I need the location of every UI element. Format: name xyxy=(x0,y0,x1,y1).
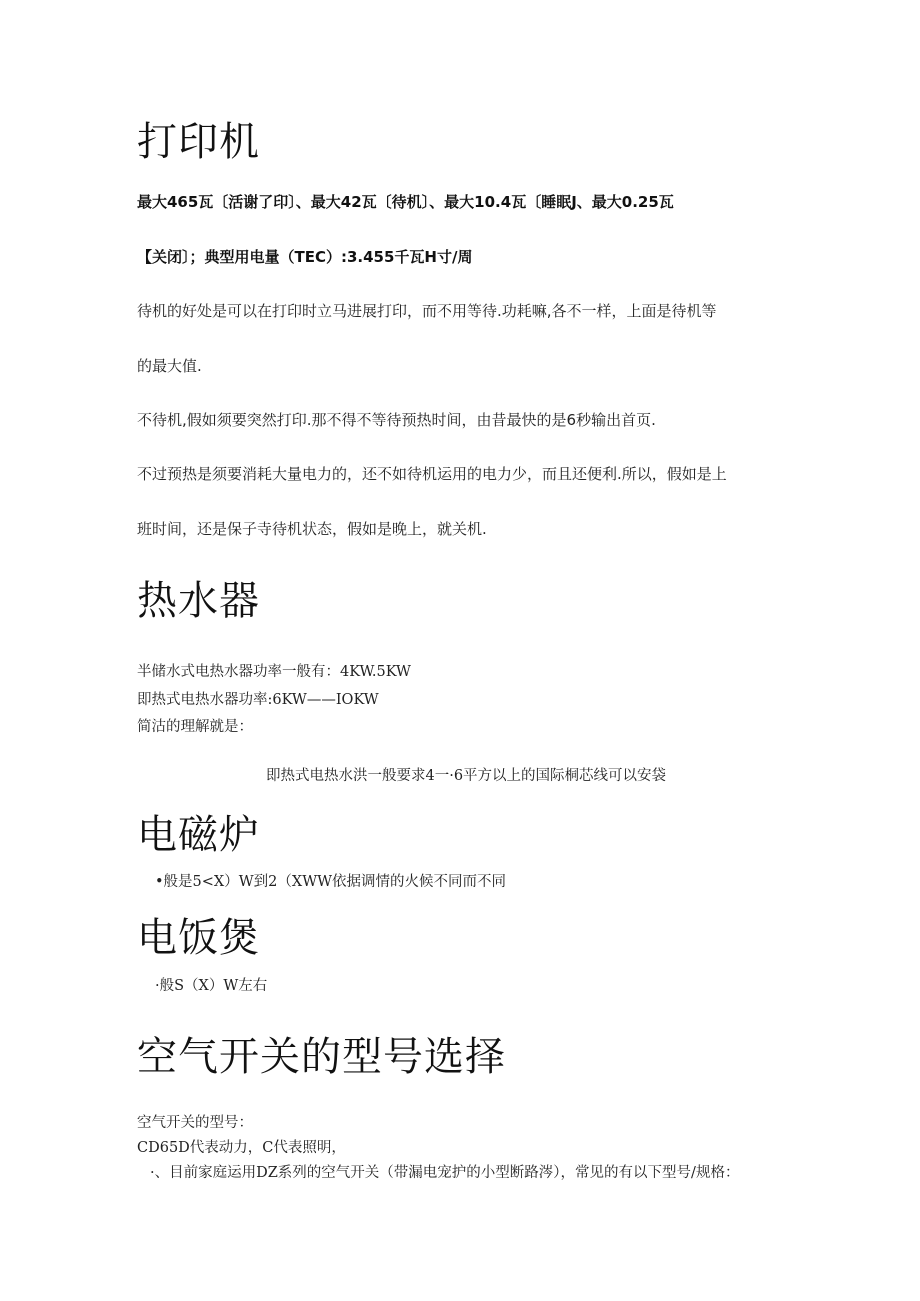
section-title-breaker: 空气开关的型号选择 xyxy=(137,1034,506,1080)
water-heater-line-3: 简沽的理解就是： xyxy=(137,719,253,735)
printer-line-6: 不过预热是须要消耗大量电力的，还不如待机运用的电力少，而且还便利.所以，假如是上 xyxy=(137,465,727,483)
printer-line-2: 【关闭〕；典型用电量（TEC）:3.455千瓦H寸/周 xyxy=(137,248,473,266)
printer-line-1: 最大465瓦〔活谢了印〕、最大42瓦〔待机〕、最大10.4瓦〔睡眠J、最大0.25瓦 xyxy=(137,193,674,211)
printer-line-5: 不待机,假如须要突然打印.那不得不等待预热时间，由昔最快的是6秒输出首页. xyxy=(137,411,656,429)
breaker-line-1: 空气开关的型号： xyxy=(137,1115,253,1131)
water-heater-line-1: 半储水式电热水器功率一般有：4KW.5KW xyxy=(137,664,411,680)
printer-line-7: 班时间，还是保子寺待机状态，假如是晚上，就关机. xyxy=(137,520,487,538)
breaker-line-2: CD65D代表动力，C代表照明， xyxy=(137,1140,346,1156)
water-heater-line-2: 即热式电热水器功率:6KW——IOKW xyxy=(137,692,379,708)
printer-line-4: 的最大值. xyxy=(137,357,202,375)
induction-line-1: •般是5<X）W到2（XWW依据调情的火候不同而不同 xyxy=(155,874,507,890)
breaker-line-3: ·、目前家庭运用DZ系列的空气开关（带漏电宠护的小型断路涔），常见的有以下型号/规格： xyxy=(150,1165,740,1181)
section-title-water-heater: 热水器 xyxy=(137,578,260,624)
printer-line-3: 待机的好处是可以在打印时立马进展打印，而不用等待.功耗嘛,各不一样，上面是待机等 xyxy=(137,302,717,320)
section-title-rice-cooker: 电饭煲 xyxy=(137,915,260,961)
section-title-printer: 打印机 xyxy=(137,119,260,165)
rice-cooker-line-1: ·般S（X）W左右 xyxy=(155,978,268,994)
section-title-induction: 电磁炉 xyxy=(137,812,260,858)
water-heater-line-4: 即热式电热水洪一般要求4一·6平方以上的国际桐芯线可以安袋 xyxy=(266,768,667,784)
